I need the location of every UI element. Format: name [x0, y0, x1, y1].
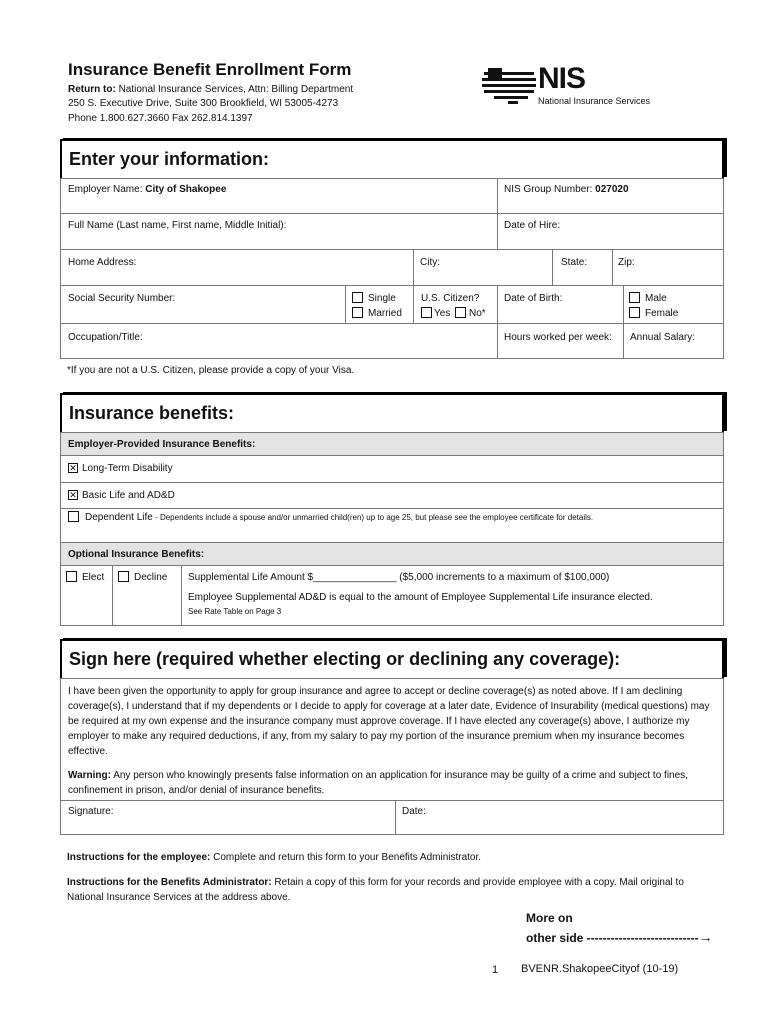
city-field[interactable]: City: [420, 257, 440, 268]
female-label: Female [645, 308, 679, 319]
logo-subtitle: National Insurance Services [538, 96, 651, 106]
single-label: Single [368, 293, 396, 304]
employee-instructions-text: Complete and return this form to your Benefits Administrator. [210, 852, 482, 863]
home-address-field[interactable]: Home Address: [68, 257, 137, 268]
life-checked-box: ✕ [69, 490, 77, 500]
page-number: 1 [492, 964, 499, 976]
section-heading-sign: Sign here (required whether electing or declining any coverage): [60, 639, 724, 678]
date-field[interactable]: Date: [402, 806, 426, 817]
citizen-yes-label: Yes [434, 308, 451, 319]
information-table [60, 178, 724, 359]
form-code: BVENR.ShakopeeCityof (10-19) [521, 963, 679, 975]
signature-field[interactable]: Signature: [68, 806, 114, 817]
admin-instructions [67, 875, 707, 905]
dependent-life-label: Dependent Life [85, 512, 153, 523]
form-title: Insurance Benefit Enrollment Form [68, 60, 352, 79]
date-of-birth-field[interactable]: Date of Birth: [504, 293, 563, 304]
arrow-right-icon: → [698, 929, 713, 945]
warning-paragraph [68, 768, 718, 798]
citizen-no-checkbox[interactable] [455, 307, 466, 318]
citizen-footnote: *If you are not a U.S. Citizen, please provide a copy of your Visa. [67, 365, 355, 376]
single-checkbox[interactable] [352, 292, 363, 303]
dependent-life-row [85, 512, 593, 523]
group-number-field[interactable] [504, 184, 629, 195]
annual-salary-field[interactable]: Annual Salary: [630, 332, 696, 343]
logo-text: NIS [538, 62, 586, 95]
return-label: Return to: [68, 84, 116, 95]
warning-label: Warning: [68, 770, 111, 781]
admin-instructions-label: Instructions for the Benefits Administrator: [67, 877, 272, 888]
warning-text: Any person who knowingly presents false information on an application for insurance may be guilty of a crime and subject to fines, confinement in prison, and/or denial of insurance benefits. [68, 770, 688, 796]
return-text: National Insurance Services, Attn: Billing Department [118, 84, 354, 95]
male-checkbox[interactable] [629, 292, 640, 303]
elect-checkbox[interactable] [66, 571, 77, 582]
nis-logo [482, 62, 662, 110]
employer-name-field[interactable] [68, 184, 226, 195]
decline-checkbox[interactable] [118, 571, 129, 582]
married-label: Married [368, 308, 402, 319]
employer-name-value: City of Shakopee [145, 184, 227, 195]
section-heading-information: Enter your information: [60, 139, 724, 178]
return-address: 250 S. Executive Drive, Suite 300 Brookfield, WI 53005-4273 [68, 98, 339, 109]
ltd-checked-box: ✕ [69, 463, 77, 473]
employer-name-label: Employer Name: [68, 184, 143, 195]
supplemental-add-line: Employee Supplemental AD&D is equal to the amount of Employee Supplemental Life insurance elected. [188, 592, 653, 603]
dependent-life-note: - Dependents include a spouse and/or unmarried child(ren) up to age 25, but please see the employee certificate for details. [152, 513, 594, 522]
male-label: Male [645, 293, 667, 304]
occupation-field[interactable]: Occupation/Title: [68, 332, 143, 343]
full-name-field[interactable]: Full Name (Last name, First name, Middle Initial): [68, 220, 287, 231]
other-side-text: other side ---------------------------- [526, 931, 699, 945]
zip-field[interactable]: Zip: [618, 257, 635, 268]
phone-fax: Phone 1.800.627.3660 Fax 262.814.1397 [68, 113, 253, 124]
supplemental-life-line[interactable]: Supplemental Life Amount $_______________ ($5,000 increments to a maximum of $100,000) [188, 572, 610, 583]
employer-provided-heading: Employer-Provided Insurance Benefits: [68, 439, 256, 450]
admin-instructions-text: Retain a copy of this form for your records and provide employee with a copy. Mail original to National Insurance Services at the address above. [67, 877, 684, 903]
section-heading-benefits: Insurance benefits: [60, 393, 724, 432]
employee-instructions [67, 852, 481, 863]
more-on-label: More on [526, 911, 573, 925]
ltd-label: Long-Term Disability [82, 463, 173, 474]
life-label: Basic Life and AD&D [82, 490, 175, 501]
coverage-statement: I have been given the opportunity to apply for group insurance and agree to accept or decline coverage(s) as noted above. If I am declining coverage(s), I understand that if my dependents or I decide to apply for coverage at a later date, Evidence of Insurability (medical questions) may be required at my own expense and the insurance company must approve coverage. If I have elected any coverage(s) above, I authorize my employer to make any required deductions, if any, from my salary to pay my portion of the insurance premium when my insurance becomes effective. [68, 686, 710, 757]
return-to [68, 84, 353, 95]
rate-table-note: See Rate Table on Page 3 [188, 607, 282, 616]
dependent-life-checkbox[interactable] [68, 511, 79, 522]
female-checkbox[interactable] [629, 307, 640, 318]
elect-label: Elect [82, 572, 105, 583]
employee-instructions-label: Instructions for the employee: [67, 852, 211, 863]
citizen-no-label: No* [469, 308, 486, 319]
group-number-value: 027020 [595, 184, 629, 195]
date-of-hire-field[interactable]: Date of Hire: [504, 220, 561, 231]
hours-per-week-field[interactable]: Hours worked per week: [504, 332, 612, 343]
citizen-yes-checkbox[interactable] [421, 307, 432, 318]
optional-heading: Optional Insurance Benefits: [68, 549, 205, 560]
group-number-label: NIS Group Number: [504, 184, 593, 195]
other-side-label [526, 929, 713, 945]
citizen-label: U.S. Citizen? [421, 293, 480, 304]
flag-map-icon [482, 66, 538, 106]
ssn-field[interactable]: Social Security Number: [68, 293, 176, 304]
married-checkbox[interactable] [352, 307, 363, 318]
decline-label: Decline [134, 572, 168, 583]
state-field[interactable]: State: [561, 257, 588, 268]
